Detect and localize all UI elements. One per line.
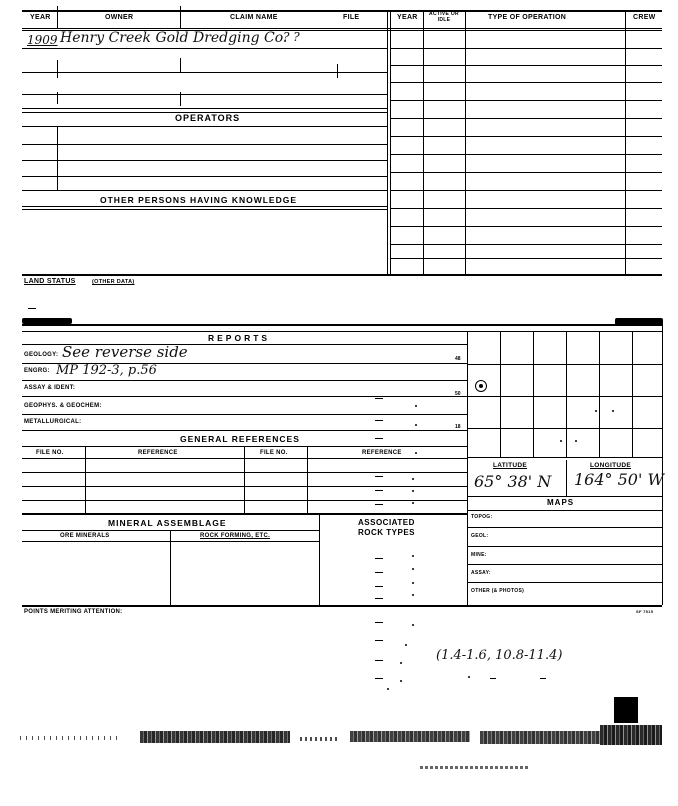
maps-assay: ASSAY: (471, 570, 491, 576)
maps-title: MAPS (547, 498, 575, 507)
maps-other: OTHER (& PHOTOS) (471, 588, 525, 594)
rock-types-label: ROCK TYPES (358, 528, 416, 537)
latitude-value: 65° 38' N (474, 472, 552, 491)
metallurgical-label: METALLURGICAL: (24, 419, 82, 425)
longitude-value: 164° 50' W (574, 470, 664, 489)
points-note: (1.4-1.6, 10.8-11.4) (436, 648, 563, 663)
land-status-sub: (OTHER DATA) (92, 279, 135, 285)
assay-num: 50 (455, 391, 461, 397)
maps-topog: TOPOG: (471, 514, 493, 520)
entry-year: 1909 (27, 33, 58, 47)
maps-geol: GEOL: (471, 533, 489, 539)
reports-title: REPORTS (208, 333, 271, 343)
rock-forming-label: ROCK FORMING, ETC. (200, 533, 271, 539)
operators-label: OPERATORS (175, 113, 241, 123)
geology-label: GEOLOGY: (24, 352, 59, 358)
header-year-right: YEAR (397, 14, 418, 21)
geophys-geochem-label: GEOPHYS. & GEOCHEM: (24, 403, 102, 409)
assay-ident-label: ASSAY & IDENT: (24, 385, 76, 391)
associated-label: ASSOCIATED (358, 518, 415, 527)
header-crew: CREW (633, 14, 656, 21)
gr-file-no-1: FILE NO. (36, 450, 64, 456)
geology-num: 48 (455, 356, 461, 362)
points-meriting-label: POINTS MERITING ATTENTION: (24, 609, 123, 615)
longitude-label: LONGITUDE (590, 462, 631, 469)
gr-file-no-2: FILE NO. (260, 450, 288, 456)
latitude-label: LATITUDE (493, 462, 528, 469)
engrg-label: ENGRG: (24, 368, 50, 374)
entry-marks: ? ? (283, 30, 300, 44)
general-references-title: GENERAL REFERENCES (180, 434, 300, 444)
geology-value: See reverse side (62, 343, 188, 361)
mineral-assemblage-title: MINERAL ASSEMBLAGE (108, 518, 227, 528)
form-number: SF 7515 (636, 609, 654, 614)
header-owner: OWNER (105, 14, 134, 21)
land-status-label: LAND STATUS (24, 278, 76, 285)
header-active-or-idle: ACTIVE OR IDLE (429, 11, 459, 23)
metallurgical-num: 18 (455, 424, 461, 430)
maps-mine: MINE: (471, 552, 487, 558)
header-claim-name: CLAIM NAME (230, 14, 278, 21)
header-file: FILE (343, 14, 360, 21)
engrg-value: MP 192-3, p.56 (56, 363, 157, 378)
entry-owner: Henry Creek Gold Dredging Co. (60, 30, 288, 46)
gr-reference-2: REFERENCE (362, 450, 402, 456)
other-persons-label: OTHER PERSONS HAVING KNOWLEDGE (100, 195, 298, 205)
gr-reference-1: REFERENCE (138, 450, 178, 456)
ore-minerals-label: ORE MINERALS (60, 533, 110, 539)
header-year: YEAR (30, 14, 51, 21)
header-type-of-operation: TYPE OF OPERATION (488, 14, 567, 21)
location-marker-icon (475, 380, 487, 392)
